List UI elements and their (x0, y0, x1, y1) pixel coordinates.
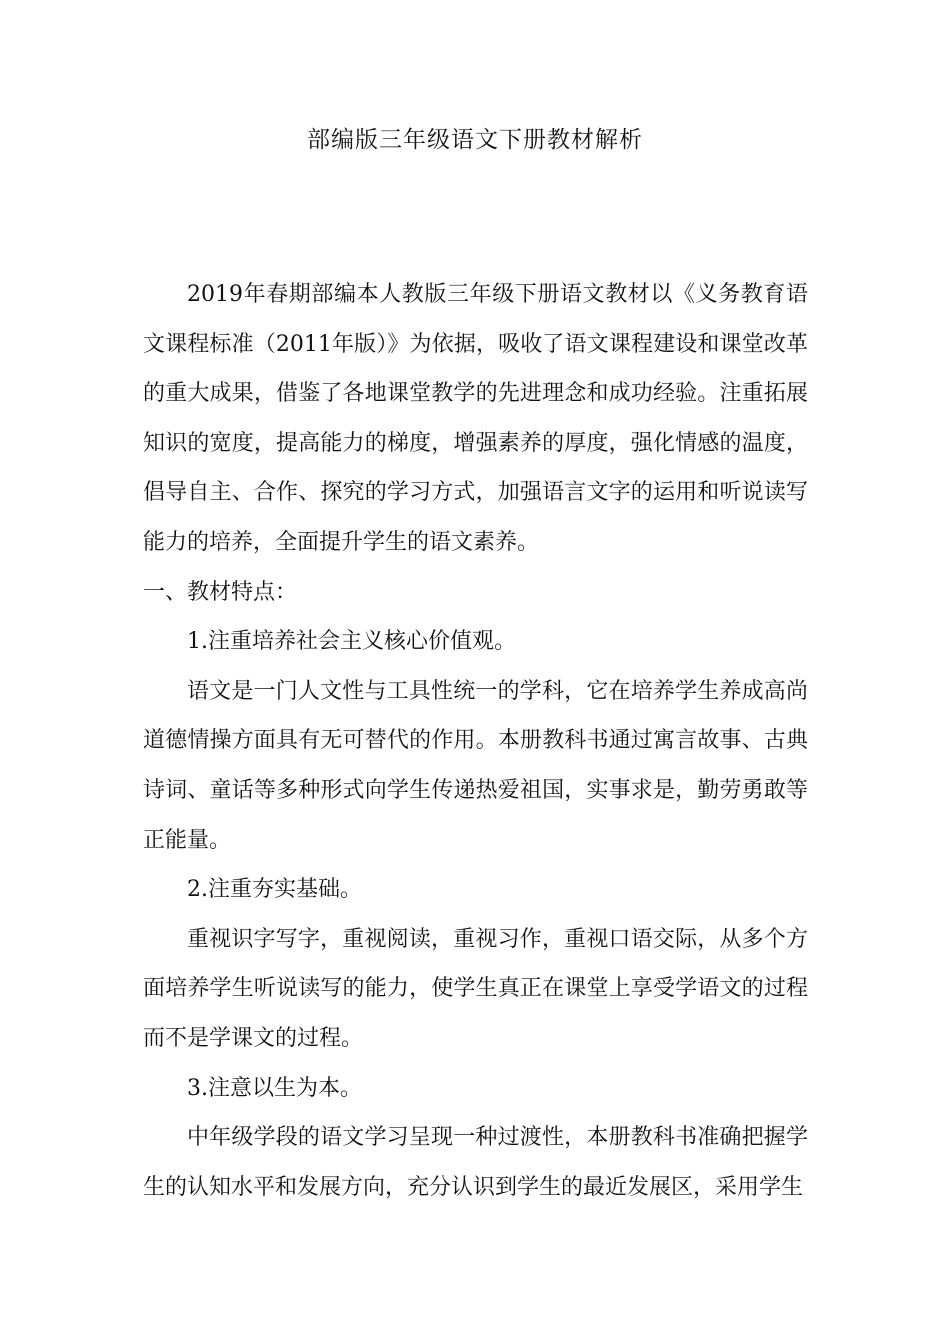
intro-paragraph: 2019年春期部编本人教版三年级下册语文教材以《义务教育语文课程标准（2011年版）》为依据，吸收了语文课程建设和课堂改革的重大成果，借鉴了各地课堂教学的先进理念和成功经验。注重拓展知识的宽度，提高能力的梯度，增强素养的厚度，强化情感的温度，倡导自主、合作、探究的学习方式，加强语言文字的运用和听说读写能力的培养，全面提升学生的语文素养。 (143, 282, 808, 555)
feature-1-paragraph: 语文是一门人文性与工具性统一的学科，它在培养学生养成高尚道德情操方面具有无可替代的作用。本册教科书通过寓言故事、古典诗词、童话等多种形式向学生传递热爱祖国，实事求是，勤劳勇敢等正能量。 (143, 678, 808, 853)
feature-3-heading: 3.注意以生为本。 (187, 1075, 362, 1101)
document-title: 部编版三年级语文下册教材解析 (307, 127, 643, 153)
feature-1-heading: 1.注重培养社会主义核心价值观。 (187, 629, 516, 655)
feature-2-paragraph: 重视识字写字，重视阅读，重视习作，重视口语交际，从多个方面培养学生听说读写的能力，使学生真正在课堂上享受学语文的过程而不是学课文的过程。 (143, 926, 808, 1051)
section-heading-textbook-features: 一、教材特点： (143, 579, 298, 605)
feature-2-heading: 2.注重夯实基础。 (187, 877, 362, 903)
feature-3-paragraph: 中年级学段的语文学习呈现一种过渡性，本册教科书准确把握学生的认知水平和发展方向，充分认识到学生的最近发展区，采用学生 (143, 1125, 808, 1200)
document-body (143, 270, 808, 1212)
